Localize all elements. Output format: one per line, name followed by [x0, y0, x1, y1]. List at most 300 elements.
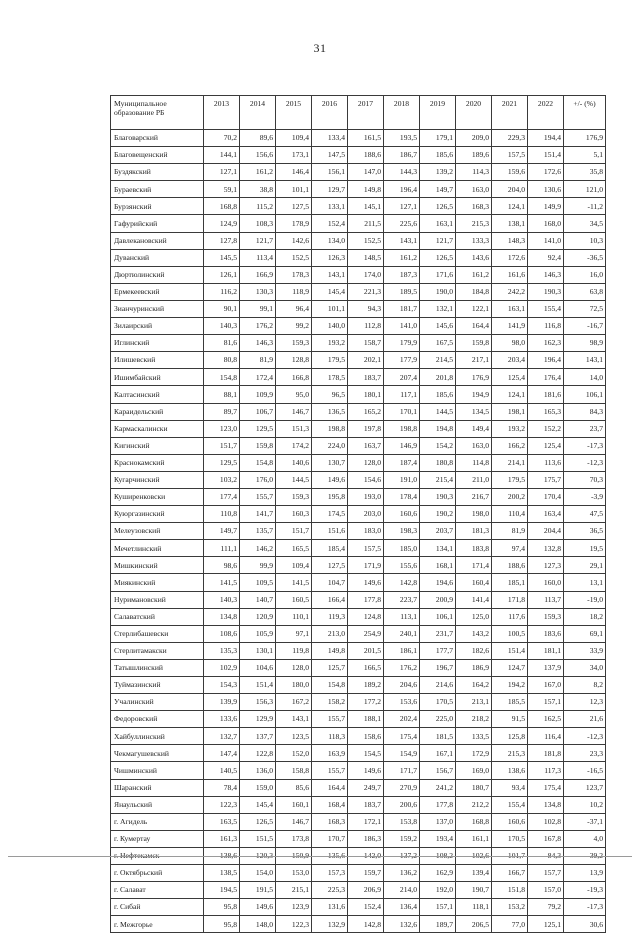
year-value-cell: 154,6 [348, 471, 384, 488]
year-value-cell: 129,5 [240, 420, 276, 437]
year-value-cell: 97,1 [276, 625, 312, 642]
year-value-cell: 144,5 [276, 471, 312, 488]
year-value-cell: 161,6 [492, 266, 528, 283]
year-value-cell: 183,7 [348, 369, 384, 386]
year-value-cell: 170,5 [492, 830, 528, 847]
year-value-cell: 136,5 [312, 403, 348, 420]
year-value-cell: 149,6 [240, 899, 276, 916]
year-value-cell: 141,0 [384, 318, 420, 335]
change-percent-cell: 30,6 [564, 916, 606, 933]
change-percent-cell: 33,9 [564, 642, 606, 659]
municipality-name-cell: Туймазинский [111, 677, 204, 694]
year-value-cell: 155,6 [384, 557, 420, 574]
year-value-cell: 153,2 [492, 899, 528, 916]
year-value-cell: 159,3 [528, 608, 564, 625]
year-value-cell: 151,4 [528, 147, 564, 164]
municipality-name-cell: г. Агидель [111, 813, 204, 830]
year-value-cell: 181,7 [384, 300, 420, 317]
change-percent-cell: -17,3 [564, 437, 606, 454]
year-value-cell: 171,9 [348, 557, 384, 574]
year-value-cell: 134,0 [312, 232, 348, 249]
year-value-cell: 217,1 [456, 352, 492, 369]
year-value-cell: 185,4 [312, 540, 348, 557]
change-percent-cell: 143,1 [564, 352, 606, 369]
municipality-name-cell: Караидельский [111, 403, 204, 420]
table-row [111, 420, 606, 437]
year-value-cell: 154,5 [348, 745, 384, 762]
year-value-cell: 160,0 [528, 574, 564, 591]
table-row [111, 659, 606, 676]
municipality-name-cell: Кармаскалински [111, 420, 204, 437]
year-value-cell: 155,7 [312, 762, 348, 779]
municipality-name-cell: Краснокамский [111, 454, 204, 471]
year-value-cell: 157,3 [312, 865, 348, 882]
municipality-name-cell: Благовещенский [111, 147, 204, 164]
table-row [111, 830, 606, 847]
year-value-cell: 180,0 [276, 677, 312, 694]
year-value-cell: 137,7 [240, 728, 276, 745]
year-value-cell: 156,1 [312, 164, 348, 181]
year-value-cell: 173,8 [276, 830, 312, 847]
year-value-cell: 159,6 [492, 164, 528, 181]
year-value-cell: 106,1 [420, 608, 456, 625]
year-value-cell: 176,4 [528, 369, 564, 386]
year-value-cell: 84,3 [528, 847, 564, 864]
year-value-cell: 101,7 [492, 847, 528, 864]
year-value-cell: 177,9 [384, 352, 420, 369]
municipality-name-cell: Благоварский [111, 130, 204, 147]
year-value-cell: 118,9 [276, 283, 312, 300]
municipal-data-table [110, 95, 606, 933]
change-percent-cell: -16,5 [564, 762, 606, 779]
year-value-cell: 163,1 [420, 215, 456, 232]
year-value-cell: 190,2 [420, 506, 456, 523]
year-value-cell: 175,7 [528, 471, 564, 488]
year-value-cell: 215,4 [420, 471, 456, 488]
year-value-cell: 178,9 [276, 215, 312, 232]
year-value-cell: 182,6 [456, 642, 492, 659]
year-value-cell: 138,6 [492, 762, 528, 779]
year-value-cell: 168,4 [312, 796, 348, 813]
year-value-cell: 197,8 [348, 420, 384, 437]
year-value-cell: 130,6 [528, 181, 564, 198]
year-value-cell: 151,3 [276, 420, 312, 437]
year-value-cell: 200,2 [492, 488, 528, 505]
table-row [111, 728, 606, 745]
year-value-cell: 132,1 [420, 300, 456, 317]
year-value-cell: 167,5 [420, 335, 456, 352]
year-value-cell: 198,0 [456, 506, 492, 523]
year-value-cell: 183,7 [348, 796, 384, 813]
municipality-name-cell: г. Сибай [111, 899, 204, 916]
year-value-cell: 171,4 [456, 557, 492, 574]
year-value-cell: 225,6 [384, 215, 420, 232]
year-value-cell: 167,1 [420, 745, 456, 762]
year-value-cell: 166,4 [312, 591, 348, 608]
change-percent-cell: -39,2 [564, 847, 606, 864]
table-row [111, 506, 606, 523]
year-value-cell: 213,1 [456, 694, 492, 711]
year-value-cell: 110,1 [276, 608, 312, 625]
year-value-cell: 176,9 [456, 369, 492, 386]
year-value-cell: 154,3 [204, 677, 240, 694]
year-value-cell: 127,1 [384, 198, 420, 215]
year-value-cell: 194,8 [420, 420, 456, 437]
table-row [111, 762, 606, 779]
year-value-cell: 188,6 [348, 147, 384, 164]
table-row [111, 779, 606, 796]
municipality-name-cell: Янаульский [111, 796, 204, 813]
table-row [111, 591, 606, 608]
year-value-cell: 152,2 [528, 420, 564, 437]
year-value-cell: 126,3 [312, 249, 348, 266]
municipality-name-cell: Буздякский [111, 164, 204, 181]
year-value-cell: 139,2 [420, 164, 456, 181]
year-value-cell: 77,0 [492, 916, 528, 933]
year-value-cell: 209,0 [456, 130, 492, 147]
year-value-cell: 169,0 [456, 762, 492, 779]
year-value-cell: 101,1 [312, 300, 348, 317]
municipality-name-cell: Хайбуллинский [111, 728, 204, 745]
year-value-cell: 166,2 [492, 437, 528, 454]
table-row [111, 198, 606, 215]
municipality-name-cell: Чишминский [111, 762, 204, 779]
municipality-name-cell: Бураевский [111, 181, 204, 198]
year-value-cell: 133,5 [456, 728, 492, 745]
year-value-cell: 126,5 [420, 198, 456, 215]
year-value-cell: 170,1 [384, 403, 420, 420]
year-value-cell: 133,1 [312, 198, 348, 215]
change-percent-cell: 36,5 [564, 523, 606, 540]
year-value-cell: 122,1 [456, 300, 492, 317]
year-value-cell: 140,6 [276, 454, 312, 471]
year-value-cell: 163,5 [204, 813, 240, 830]
year-value-cell: 104,7 [312, 574, 348, 591]
year-value-cell: 148,5 [348, 249, 384, 266]
change-percent-cell: 34,0 [564, 659, 606, 676]
year-value-cell: 152,5 [276, 249, 312, 266]
year-value-cell: 159,7 [348, 865, 384, 882]
municipality-name-cell: Мишкинский [111, 557, 204, 574]
year-value-cell: 140,7 [240, 591, 276, 608]
year-value-cell: 158,8 [276, 762, 312, 779]
year-value-cell: 175,4 [528, 779, 564, 796]
year-value-cell: 152,4 [348, 899, 384, 916]
year-value-cell: 109,9 [240, 386, 276, 403]
year-value-cell: 240,1 [384, 625, 420, 642]
year-value-cell: 168,8 [204, 198, 240, 215]
year-value-cell: 109,5 [240, 574, 276, 591]
year-value-cell: 127,5 [312, 557, 348, 574]
year-value-cell: 189,7 [420, 916, 456, 933]
year-value-cell: 99,9 [240, 557, 276, 574]
year-value-cell: 91,5 [492, 711, 528, 728]
year-value-cell: 99,2 [276, 318, 312, 335]
year-value-cell: 178,3 [276, 266, 312, 283]
year-value-cell: 128,0 [276, 659, 312, 676]
year-value-cell: 193,0 [348, 488, 384, 505]
year-value-cell: 134,8 [528, 796, 564, 813]
year-value-cell: 188,1 [348, 711, 384, 728]
municipality-name-cell: Бурзянский [111, 198, 204, 215]
year-value-cell: 183,0 [348, 523, 384, 540]
municipality-name-cell: Мелеузовский [111, 523, 204, 540]
year-value-cell: 119,8 [276, 642, 312, 659]
year-value-cell: 123,5 [276, 728, 312, 745]
year-value-cell: 213,0 [312, 625, 348, 642]
year-value-cell: 181,3 [456, 523, 492, 540]
year-value-cell: 218,2 [456, 711, 492, 728]
year-value-cell: 158,7 [348, 335, 384, 352]
header-year: 2018 [384, 96, 420, 130]
year-value-cell: 167,8 [528, 830, 564, 847]
year-value-cell: 146,3 [528, 266, 564, 283]
year-value-cell: 194,5 [204, 882, 240, 899]
year-value-cell: 96,5 [312, 386, 348, 403]
year-value-cell: 179,5 [492, 471, 528, 488]
year-value-cell: 185,1 [492, 574, 528, 591]
year-value-cell: 206,5 [456, 916, 492, 933]
year-value-cell: 140,3 [204, 318, 240, 335]
year-value-cell: 92,4 [528, 249, 564, 266]
table-row [111, 608, 606, 625]
year-value-cell: 190,0 [420, 283, 456, 300]
year-value-cell: 113,4 [240, 249, 276, 266]
table-row [111, 232, 606, 249]
table-row [111, 625, 606, 642]
change-percent-cell: 19,5 [564, 540, 606, 557]
year-value-cell: 146,7 [276, 813, 312, 830]
year-value-cell: 215,3 [492, 745, 528, 762]
year-value-cell: 190,7 [456, 882, 492, 899]
year-value-cell: 165,3 [528, 403, 564, 420]
year-value-cell: 144,1 [204, 147, 240, 164]
year-value-cell: 161,5 [348, 130, 384, 147]
year-value-cell: 153,0 [276, 865, 312, 882]
municipality-name-cell: г. Нефтекамск [111, 847, 204, 864]
year-value-cell: 254,9 [348, 625, 384, 642]
change-percent-cell: -17,3 [564, 899, 606, 916]
year-value-cell: 145,1 [348, 198, 384, 215]
year-value-cell: 194,9 [456, 386, 492, 403]
year-value-cell: 193,5 [384, 130, 420, 147]
table-row [111, 899, 606, 916]
year-value-cell: 127,1 [204, 164, 240, 181]
year-value-cell: 202,1 [348, 352, 384, 369]
year-value-cell: 153,6 [384, 694, 420, 711]
year-value-cell: 81,6 [204, 335, 240, 352]
change-percent-cell: -11,2 [564, 198, 606, 215]
year-value-cell: 102,9 [204, 659, 240, 676]
year-value-cell: 185,0 [384, 540, 420, 557]
year-value-cell: 163,1 [492, 300, 528, 317]
year-value-cell: 212,2 [456, 796, 492, 813]
year-value-cell: 201,8 [420, 369, 456, 386]
year-value-cell: 161,1 [456, 830, 492, 847]
year-value-cell: 95,0 [276, 386, 312, 403]
year-value-cell: 151,4 [240, 677, 276, 694]
year-value-cell: 223,7 [384, 591, 420, 608]
year-value-cell: 189,2 [348, 677, 384, 694]
year-value-cell: 120,9 [240, 608, 276, 625]
year-value-cell: 163,4 [528, 506, 564, 523]
municipality-name-cell: Учалинский [111, 694, 204, 711]
change-percent-cell: 14,0 [564, 369, 606, 386]
year-value-cell: 127,3 [528, 557, 564, 574]
year-value-cell: 131,6 [312, 899, 348, 916]
change-percent-cell: 4,0 [564, 830, 606, 847]
year-value-cell: 149,4 [456, 420, 492, 437]
year-value-cell: 196,4 [384, 181, 420, 198]
year-value-cell: 122,3 [204, 796, 240, 813]
year-value-cell: 198,8 [312, 420, 348, 437]
municipality-name-cell: Стерлитамакски [111, 642, 204, 659]
year-value-cell: 116,8 [528, 318, 564, 335]
year-value-cell: 149,7 [204, 523, 240, 540]
year-value-cell: 231,7 [420, 625, 456, 642]
year-value-cell: 177,2 [348, 694, 384, 711]
change-percent-cell: 10,3 [564, 232, 606, 249]
year-value-cell: 221,3 [348, 283, 384, 300]
change-percent-cell: -3,9 [564, 488, 606, 505]
year-value-cell: 165,2 [348, 403, 384, 420]
year-value-cell: 109,4 [276, 557, 312, 574]
year-value-cell: 160,5 [276, 591, 312, 608]
year-value-cell: 153,8 [384, 813, 420, 830]
year-value-cell: 164,4 [312, 779, 348, 796]
year-value-cell: 118,3 [312, 728, 348, 745]
year-value-cell: 158,2 [312, 694, 348, 711]
change-percent-cell: 98,9 [564, 335, 606, 352]
year-value-cell: 147,0 [348, 164, 384, 181]
municipality-name-cell: Иглинский [111, 335, 204, 352]
year-value-cell: 154,9 [384, 745, 420, 762]
footer-divider [8, 856, 632, 857]
municipality-name-cell: Кигинский [111, 437, 204, 454]
year-value-cell: 141,5 [276, 574, 312, 591]
change-percent-cell: 18,2 [564, 608, 606, 625]
year-value-cell: 117,1 [384, 386, 420, 403]
year-value-cell: 101,1 [276, 181, 312, 198]
year-value-cell: 127,5 [276, 198, 312, 215]
year-value-cell: 122,3 [276, 916, 312, 933]
change-percent-cell: 23,7 [564, 420, 606, 437]
header-municipality: Муниципальное образование РБ [111, 96, 204, 130]
year-value-cell: 193,4 [420, 830, 456, 847]
year-value-cell: 163,0 [456, 181, 492, 198]
year-value-cell: 108,3 [240, 215, 276, 232]
municipality-name-cell: г. Октябрьский [111, 865, 204, 882]
year-value-cell: 183,6 [528, 625, 564, 642]
header-year: 2014 [240, 96, 276, 130]
table-row [111, 711, 606, 728]
municipality-name-cell: Мечетлинский [111, 540, 204, 557]
year-value-cell: 133,3 [456, 232, 492, 249]
year-value-cell: 146,9 [384, 437, 420, 454]
year-value-cell: 123,9 [276, 899, 312, 916]
year-value-cell: 180,1 [348, 386, 384, 403]
year-value-cell: 38,8 [240, 181, 276, 198]
year-value-cell: 177,8 [348, 591, 384, 608]
year-value-cell: 157,7 [528, 865, 564, 882]
change-percent-cell: 29,1 [564, 557, 606, 574]
year-value-cell: 204,0 [492, 181, 528, 198]
year-value-cell: 201,5 [348, 642, 384, 659]
year-value-cell: 120,3 [240, 847, 276, 864]
year-value-cell: 128,0 [348, 454, 384, 471]
year-value-cell: 140,5 [204, 762, 240, 779]
year-value-cell: 202,4 [384, 711, 420, 728]
municipality-name-cell: Кугарчинский [111, 471, 204, 488]
year-value-cell: 142,8 [384, 574, 420, 591]
change-percent-cell: 70,3 [564, 471, 606, 488]
year-value-cell: 176,2 [240, 318, 276, 335]
page-number: 31 [313, 41, 327, 55]
year-value-cell: 135,3 [204, 642, 240, 659]
year-value-cell: 95,8 [204, 916, 240, 933]
year-value-cell: 108,2 [420, 847, 456, 864]
year-value-cell: 191,0 [384, 471, 420, 488]
year-value-cell: 125,7 [312, 659, 348, 676]
year-value-cell: 194,4 [528, 130, 564, 147]
year-value-cell: 170,7 [312, 830, 348, 847]
year-value-cell: 214,5 [420, 352, 456, 369]
year-value-cell: 59,1 [204, 181, 240, 198]
municipality-name-cell: г. Салават [111, 882, 204, 899]
year-value-cell: 111,1 [204, 540, 240, 557]
change-percent-cell: 21,6 [564, 711, 606, 728]
table-row [111, 574, 606, 591]
year-value-cell: 148,3 [492, 232, 528, 249]
year-value-cell: 102,6 [456, 847, 492, 864]
year-value-cell: 113,6 [528, 454, 564, 471]
year-value-cell: 152,0 [276, 745, 312, 762]
change-percent-cell: 34,5 [564, 215, 606, 232]
year-value-cell: 110,8 [204, 506, 240, 523]
year-value-cell: 179,9 [384, 335, 420, 352]
year-value-cell: 216,7 [456, 488, 492, 505]
change-percent-cell: 84,3 [564, 403, 606, 420]
year-value-cell: 137,0 [420, 813, 456, 830]
year-value-cell: 134,8 [204, 608, 240, 625]
year-value-cell: 143,1 [312, 266, 348, 283]
year-value-cell: 143,6 [456, 249, 492, 266]
table-row [111, 300, 606, 317]
year-value-cell: 140,3 [204, 591, 240, 608]
year-value-cell: 142,0 [348, 847, 384, 864]
year-value-cell: 133,4 [312, 130, 348, 147]
year-value-cell: 119,3 [312, 608, 348, 625]
table-row [111, 471, 606, 488]
year-value-cell: 85,6 [276, 779, 312, 796]
municipality-name-cell: Миякинский [111, 574, 204, 591]
table-row [111, 882, 606, 899]
year-value-cell: 70,2 [204, 130, 240, 147]
year-value-cell: 114,8 [456, 454, 492, 471]
year-value-cell: 171,6 [420, 266, 456, 283]
year-value-cell: 157,0 [528, 882, 564, 899]
change-percent-cell: -19,0 [564, 591, 606, 608]
year-value-cell: 214,1 [492, 454, 528, 471]
year-value-cell: 204,6 [384, 677, 420, 694]
year-value-cell: 174,2 [276, 437, 312, 454]
year-value-cell: 203,4 [492, 352, 528, 369]
year-value-cell: 154,8 [204, 369, 240, 386]
year-value-cell: 151,7 [276, 523, 312, 540]
year-value-cell: 142,8 [348, 916, 384, 933]
year-value-cell: 136,0 [240, 762, 276, 779]
year-value-cell: 133,6 [204, 711, 240, 728]
